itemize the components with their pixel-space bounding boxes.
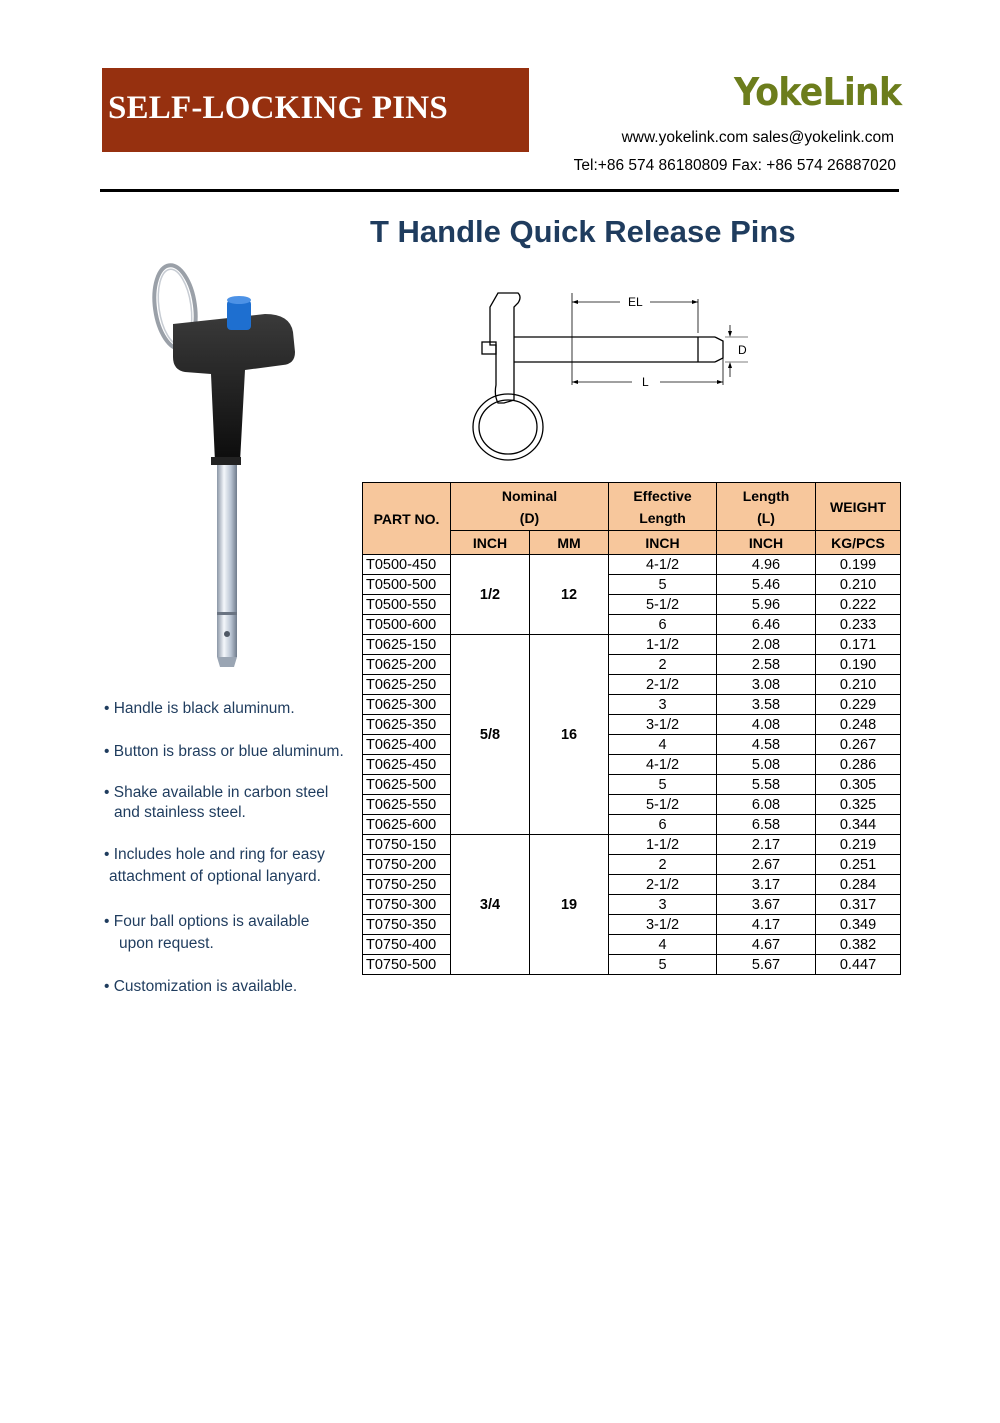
part-number-cell: T0625-150 [363,635,451,655]
table-row [363,895,901,915]
effective-length-cell: 6 [609,615,717,635]
effective-length-cell: 3 [609,695,717,715]
header-length-label: Length [742,487,790,504]
effective-length-cell: 2 [609,855,717,875]
part-number-cell: T0625-550 [363,795,451,815]
length-cell: 5.08 [717,755,816,775]
effective-length-cell: 5 [609,575,717,595]
part-number-cell: T0750-200 [363,855,451,875]
part-number-cell: T0750-150 [363,835,451,855]
part-number-cell: T0625-400 [363,735,451,755]
spec-table [362,482,901,975]
feature-item: • Handle is black aluminum. [104,700,295,717]
dimension-diagram [460,285,760,465]
weight-cell: 0.344 [816,815,901,835]
part-number-cell: T0750-400 [363,935,451,955]
header-weight: WEIGHT [816,483,901,531]
table-row [363,935,901,955]
unit-kgpcs: KG/PCS [816,531,901,555]
length-cell: 3.17 [717,875,816,895]
part-number-cell: T0625-500 [363,775,451,795]
weight-cell: 0.267 [816,735,901,755]
part-number-cell: T0750-350 [363,915,451,935]
weight-cell: 0.171 [816,635,901,655]
weight-cell: 0.305 [816,775,901,795]
weight-cell: 0.210 [816,675,901,695]
table-row [363,955,901,975]
length-cell: 4.96 [717,555,816,575]
effective-length-cell: 2-1/2 [609,675,717,695]
length-cell: 5.96 [717,595,816,615]
effective-length-cell: 5-1/2 [609,595,717,615]
part-number-cell: T0625-600 [363,815,451,835]
weight-cell: 0.284 [816,875,901,895]
length-cell: 5.58 [717,775,816,795]
effective-length-cell: 5 [609,955,717,975]
length-cell: 2.67 [717,855,816,875]
length-cell: 2.58 [717,655,816,675]
table-row [363,615,901,635]
table-row [363,595,901,615]
effective-length-cell: 5-1/2 [609,795,717,815]
banner [102,68,529,152]
feature-item: and stainless steel. [114,804,246,821]
length-cell: 4.17 [717,915,816,935]
length-cell: 4.67 [717,935,816,955]
table-row [363,915,901,935]
header-effective-label: Effective [633,487,692,504]
weight-cell: 0.190 [816,655,901,675]
length-cell: 6.46 [717,615,816,635]
effective-length-cell: 5 [609,775,717,795]
length-cell: 5.67 [717,955,816,975]
feature-item: • Customization is available. [104,978,298,995]
header-effective-length: Length [639,509,686,526]
table-row [363,795,901,815]
effective-length-cell: 6 [609,815,717,835]
table-row [363,815,901,835]
part-number-cell: T0625-200 [363,655,451,675]
page-title: T Handle Quick Release Pins [370,214,796,249]
effective-length-cell: 3 [609,895,717,915]
nominal-mm-cell: 16 [530,635,609,835]
table-row [363,875,901,895]
weight-cell: 0.251 [816,855,901,875]
yokelink-logo: YokeLink [734,70,902,114]
header-divider [100,189,899,192]
feature-item: attachment of optional lanyard. [109,868,321,885]
weight-cell: 0.248 [816,715,901,735]
length-cell: 4.58 [717,735,816,755]
part-number-cell: T0625-250 [363,675,451,695]
header-part-no: PART NO. [363,483,451,555]
effective-length-cell: 1-1/2 [609,635,717,655]
effective-length-cell: 4 [609,735,717,755]
length-cell: 3.08 [717,675,816,695]
spec-table-body [363,555,901,975]
header-effective [609,483,717,531]
nominal-inch-cell: 3/4 [451,835,530,975]
table-row [363,735,901,755]
length-cell: 3.67 [717,895,816,915]
length-cell: 6.58 [717,815,816,835]
part-number-cell: T0625-300 [363,695,451,715]
unit-inch-length: INCH [717,531,816,555]
table-row [363,635,901,655]
table-row [363,575,901,595]
unit-inch-effective: INCH [609,531,717,555]
part-number-cell: T0625-450 [363,755,451,775]
weight-cell: 0.286 [816,755,901,775]
feature-item: upon request. [119,935,214,952]
weight-cell: 0.199 [816,555,901,575]
length-cell: 4.08 [717,715,816,735]
header-nominal-label: Nominal [501,487,558,504]
weight-cell: 0.229 [816,695,901,715]
weight-cell: 0.382 [816,935,901,955]
effective-length-cell: 4 [609,935,717,955]
contact-web-email: www.yokelink.com sales@yokelink.com [621,129,894,146]
part-number-cell: T0625-350 [363,715,451,735]
contact-phone-fax: Tel:+86 574 86180809 Fax: +86 574 26887020 [573,157,896,174]
weight-cell: 0.222 [816,595,901,615]
product-photo [145,262,315,672]
length-cell: 2.17 [717,835,816,855]
effective-length-cell: 2-1/2 [609,875,717,895]
effective-length-cell: 2 [609,655,717,675]
part-number-cell: T0750-500 [363,955,451,975]
nominal-mm-cell: 12 [530,555,609,635]
table-row [363,675,901,695]
table-row [363,775,901,795]
part-number-cell: T0500-550 [363,595,451,615]
effective-length-cell: 3-1/2 [609,715,717,735]
table-row [363,555,901,575]
part-number-cell: T0750-300 [363,895,451,915]
effective-length-cell: 4-1/2 [609,555,717,575]
nominal-inch-cell: 1/2 [451,555,530,635]
effective-length-cell: 3-1/2 [609,915,717,935]
d-label: D [738,343,747,357]
header-length [717,483,816,531]
effective-length-cell: 4-1/2 [609,755,717,775]
part-number-cell: T0500-600 [363,615,451,635]
feature-item: • Shake available in carbon steel [104,784,329,801]
length-cell: 6.08 [717,795,816,815]
table-row [363,835,901,855]
weight-cell: 0.349 [816,915,901,935]
banner-title: SELF-LOCKING PINS [108,90,448,126]
weight-cell: 0.210 [816,575,901,595]
length-cell: 3.58 [717,695,816,715]
header-nominal [451,483,609,531]
feature-item: • Four ball options is available [104,913,310,930]
part-number-cell: T0500-500 [363,575,451,595]
table-row [363,655,901,675]
table-row [363,855,901,875]
header-nominal-d: (D) [519,509,540,526]
weight-cell: 0.317 [816,895,901,915]
length-cell: 5.46 [717,575,816,595]
part-number-cell: T0500-450 [363,555,451,575]
header-length-l: (L) [757,509,775,526]
weight-cell: 0.325 [816,795,901,815]
feature-item: • Button is brass or blue aluminum. [104,743,344,760]
l-label: L [642,375,649,389]
weight-cell: 0.447 [816,955,901,975]
weight-cell: 0.233 [816,615,901,635]
el-label: EL [628,295,643,309]
unit-inch-nominal: INCH [451,531,530,555]
table-row [363,695,901,715]
part-number-cell: T0750-250 [363,875,451,895]
table-row [363,715,901,735]
effective-length-cell: 1-1/2 [609,835,717,855]
feature-item: • Includes hole and ring for easy [104,846,325,863]
weight-cell: 0.219 [816,835,901,855]
nominal-inch-cell: 5/8 [451,635,530,835]
nominal-mm-cell: 19 [530,835,609,975]
length-cell: 2.08 [717,635,816,655]
unit-mm: MM [530,531,609,555]
table-row [363,755,901,775]
